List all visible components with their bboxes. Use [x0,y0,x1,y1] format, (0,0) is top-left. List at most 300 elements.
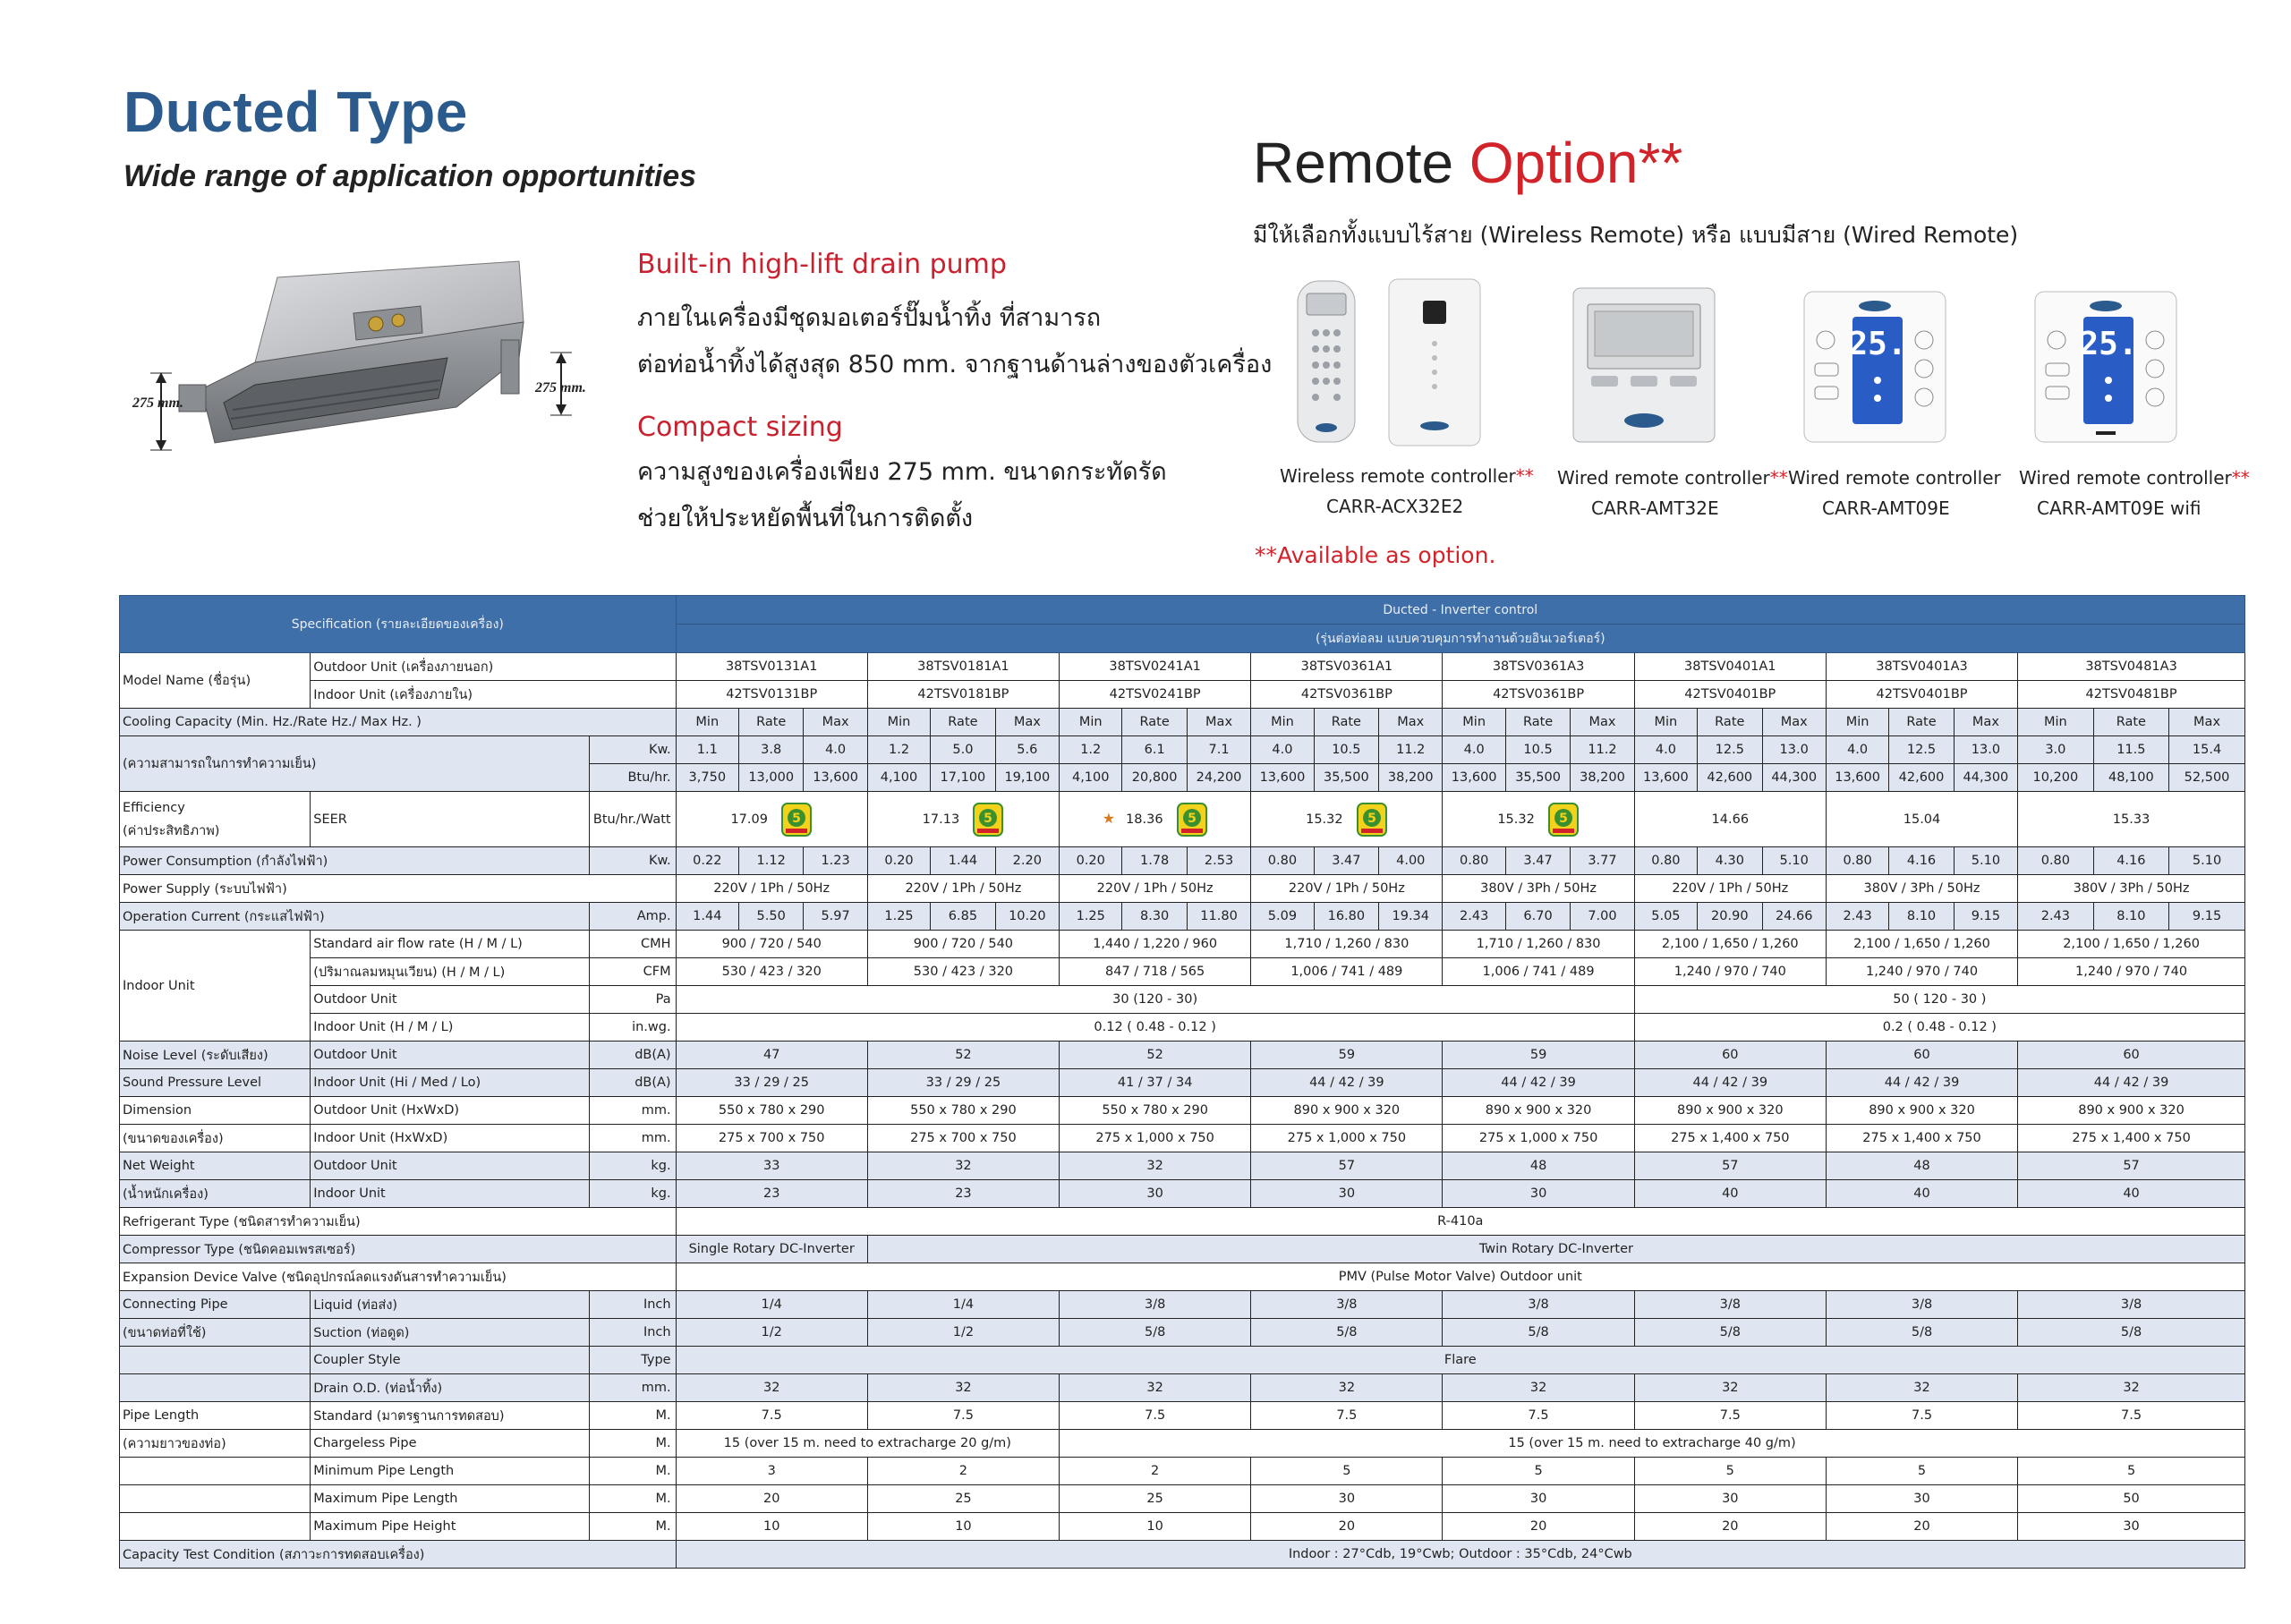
table-cell: 5 [1251,1458,1443,1485]
table-cell: 32 [867,1374,1059,1402]
table-row [120,709,2245,736]
table-cell: 38TSV0361A3 [1443,653,1634,681]
table-cell: 1,240 / 970 / 740 [1634,958,1826,986]
table-cell: 4.0 [1826,736,1888,764]
table-cell: 530 / 423 / 320 [867,958,1059,986]
table-cell: Capacity Test Condition (สภาวะการทดสอบเครื่อง) [120,1541,677,1569]
table-cell: ★ 18.36 5 [1060,792,1251,847]
table-cell: 530 / 423 / 320 [676,958,867,986]
group-header-cell: Ducted - Inverter control [676,596,2244,625]
table-cell: 15.32 5 [1443,792,1634,847]
feature-line: ภายในเครื่องมีชุดมอเตอร์ปั๊มน้ำทิ้ง ที่สามารถ [637,304,1102,332]
remote-option-subtitle: มีให้เลือกทั้งแบบไร้สาย (Wireless Remote) หรือ แบบมีสาย (Wired Remote) [1253,222,2019,248]
table-cell: 7.5 [676,1402,867,1430]
table-cell: 890 x 900 x 320 [1443,1097,1634,1125]
table-cell: 220V / 1Ph / 50Hz [676,875,867,903]
table-cell: 11.2 [1379,736,1443,764]
table-cell [120,1347,311,1374]
table-cell: 20,800 [1122,764,1187,792]
table-row [120,1485,2245,1513]
remote-wired-amt09e-wifi-image [2030,268,2182,451]
table-cell: 32 [1251,1374,1443,1402]
table-cell: Twin Rotary DC-Inverter [867,1236,2244,1263]
table-cell: 7.5 [1251,1402,1443,1430]
specification-table [119,595,2245,1569]
table-cell: Max [1762,709,1826,736]
table-cell: 7.5 [1634,1402,1826,1430]
table-cell: 7.5 [1826,1402,2017,1430]
table-cell: 48 [1826,1152,2017,1180]
table-cell: 220V / 1Ph / 50Hz [867,875,1059,903]
svg-text:5: 5 [984,811,993,826]
display-value: 25. [2079,326,2138,362]
table-cell: 38TSV0181A1 [867,653,1059,681]
table-cell: 57 [2018,1152,2245,1180]
table-cell: 38TSV0481A3 [2018,653,2245,681]
table-cell: 10.5 [1505,736,1570,764]
table-cell: M. [590,1402,677,1430]
table-cell: 12.5 [1889,736,1954,764]
feature-line: ความสูงของเครื่องเพียง 275 mm. ขนาดกระทัดรัด [637,458,1167,486]
table-cell: 42,600 [1698,764,1762,792]
table-cell: 9.15 [1954,903,2017,931]
svg-text:5: 5 [1558,811,1568,826]
table-cell: 275 x 1,000 x 750 [1443,1125,1634,1152]
table-cell: Indoor : 27°Cdb, 19°Cwb; Outdoor : 35°Cdb, 24°Cwb [676,1541,2244,1569]
table-cell [120,1374,311,1402]
table-cell: Pa [590,986,677,1014]
table-cell: 0.20 [867,847,930,875]
table-cell: 20 [1826,1513,2017,1541]
table-cell: Coupler Style [311,1347,590,1374]
table-cell: 30 [1251,1180,1443,1208]
table-cell: Flare [676,1347,2244,1374]
table-cell: 13.0 [1762,736,1826,764]
table-cell: Refrigerant Type (ชนิดสารทำความเย็น) [120,1208,677,1236]
table-row [120,1180,2245,1208]
table-cell: Minimum Pipe Length [311,1458,590,1485]
table-cell: Min [676,709,738,736]
table-cell: (ปริมาณลมหมุนเวียน) (H / M / L) [311,958,590,986]
table-cell: mm. [590,1097,677,1125]
table-cell [120,1458,311,1485]
wired-touch-remote-wifi-icon [2030,268,2182,447]
table-cell: 32 [867,1152,1059,1180]
table-cell: Noise Level (ระดับเสียง) [120,1042,311,1069]
table-cell: 42TSV0401BP [1634,681,1826,709]
table-cell: 38,200 [1571,764,1634,792]
table-cell: Suction (ท่อดูด) [311,1319,590,1347]
table-cell: 7.5 [1060,1402,1251,1430]
table-cell: 0.80 [1251,847,1314,875]
table-cell: 0.20 [1060,847,1122,875]
table-row [120,1236,2245,1263]
table-cell: 19.34 [1379,903,1443,931]
table-cell: 3/8 [1634,1291,1826,1319]
table-cell: 3 [676,1458,867,1485]
svg-text:5: 5 [1367,811,1376,826]
table-cell: 32 [2018,1374,2245,1402]
table-cell: 19,100 [995,764,1059,792]
display-value: 25. [1848,326,1907,362]
table-cell: 50 ( 120 - 30 ) [1634,986,2244,1014]
table-header-row [120,596,2245,625]
table-cell: 1.1 [676,736,738,764]
group-subheader-cell: (รุ่นต่อท่อลม แบบควบคุมการทำงานด้วยอินเวอร์เตอร์) [676,625,2244,653]
table-cell: 38TSV0241A1 [1060,653,1251,681]
table-cell: 900 / 720 / 540 [676,931,867,958]
table-cell: 13,000 [739,764,804,792]
table-row [120,681,2245,709]
table-cell: 15 (over 15 m. need to extracharge 40 g/m) [1060,1430,2245,1458]
table-cell: 44 / 42 / 39 [2018,1069,2245,1097]
table-cell: 25 [1060,1485,1251,1513]
table-cell: 13,600 [804,764,867,792]
table-cell: 44 / 42 / 39 [1251,1069,1443,1097]
table-cell: 50 [2018,1485,2245,1513]
table-cell: 7.5 [2018,1402,2245,1430]
table-cell: 30 [1826,1485,2017,1513]
table-cell: Expansion Device Valve (ชนิดอุปกรณ์ลดแรงดันสารทำความเย็น) [120,1263,677,1291]
table-cell: 44 / 42 / 39 [1826,1069,2017,1097]
table-cell: 1,006 / 741 / 489 [1251,958,1443,986]
table-cell: 5.05 [1634,903,1697,931]
table-cell: 13.0 [1954,736,2017,764]
table-cell: 30 (120 - 30) [676,986,1634,1014]
svg-text:5: 5 [1187,811,1197,826]
table-cell: 42TSV0481BP [2018,681,2245,709]
table-cell: 15.04 [1826,792,2017,847]
table-cell: 550 x 780 x 290 [867,1097,1059,1125]
table-row [120,1069,2245,1097]
table-row [120,1014,2245,1042]
table-cell: (น้ำหนักเครื่อง) [120,1180,311,1208]
table-row [120,1319,2245,1347]
table-cell: 38TSV0401A3 [1826,653,2017,681]
table-row [120,1152,2245,1180]
table-cell: Btu/hr./Watt [590,792,677,847]
table-cell: kg. [590,1152,677,1180]
table-row [120,1430,2245,1458]
remote-caption-3: Wired remote controller [1788,467,2001,489]
table-cell: Min [1251,709,1314,736]
energy-label-icon [972,802,1004,838]
table-cell: 10 [676,1513,867,1541]
table-cell: 1/4 [867,1291,1059,1319]
table-cell: 33 [676,1152,867,1180]
table-cell: 30 [1443,1485,1634,1513]
table-cell: 1.23 [804,847,867,875]
table-cell [120,1485,311,1513]
table-cell: 59 [1251,1042,1443,1069]
table-cell: 15.4 [2169,736,2245,764]
table-cell: 847 / 718 / 565 [1060,958,1251,986]
table-cell: 3.47 [1314,847,1378,875]
table-cell: 41 / 37 / 34 [1060,1069,1251,1097]
table-row [120,1042,2245,1069]
table-cell: 1/4 [676,1291,867,1319]
table-cell: 10 [1060,1513,1251,1541]
remote-caption-2: Wired remote controller** [1557,467,1788,489]
table-cell: Drain O.D. (ท่อน้ำทิ้ง) [311,1374,590,1402]
table-cell: in.wg. [590,1014,677,1042]
table-cell: 10.20 [995,903,1059,931]
table-cell: 5.10 [1762,847,1826,875]
table-cell: 5/8 [2018,1319,2245,1347]
remote-wired-amt32e-image [1568,268,1720,451]
table-row [120,847,2245,875]
table-cell: 5 [1826,1458,2017,1485]
table-cell: Max [1571,709,1634,736]
table-cell: 13,600 [1443,764,1505,792]
option-note: **Available as option. [1255,542,1496,568]
table-cell: Rate [1505,709,1570,736]
table-cell: Operation Current (กระแสไฟฟ้า) [120,903,590,931]
table-cell: 9.15 [2169,903,2245,931]
table-cell: 7.1 [1187,736,1250,764]
table-cell: (ขนาดของเครื่อง) [120,1125,311,1152]
table-cell: Efficiency (ค่าประสิทธิภาพ) [120,792,311,847]
table-cell: 40 [1634,1180,1826,1208]
table-cell: 1.25 [867,903,930,931]
table-row [120,1291,2245,1319]
feature-heading-drain-pump: Built-in high-lift drain pump [637,249,1007,280]
energy-label-icon [1356,802,1388,838]
table-cell: CFM [590,958,677,986]
table-cell: 20.90 [1698,903,1762,931]
table-cell: 550 x 780 x 290 [676,1097,867,1125]
table-row [120,986,2245,1014]
table-cell: 5 [1443,1458,1634,1485]
table-cell: 1,006 / 741 / 489 [1443,958,1634,986]
remote-model-1: CARR-ACX32E2 [1326,496,1464,517]
table-cell: Rate [1122,709,1187,736]
table-cell: 8.30 [1122,903,1187,931]
table-cell: 40 [1826,1180,2017,1208]
table-row [120,1513,2245,1541]
table-cell: 5/8 [1060,1319,1251,1347]
table-cell: mm. [590,1125,677,1152]
table-cell: 3/8 [1251,1291,1443,1319]
table-row [120,1402,2245,1430]
remote-model-4: CARR-AMT09E wifi [2037,497,2202,519]
table-cell: 2,100 / 1,650 / 1,260 [2018,931,2245,958]
table-cell: 275 x 1,000 x 750 [1251,1125,1443,1152]
table-row [120,1125,2245,1152]
table-cell: 48 [1443,1152,1634,1180]
remote-title-a: Remote [1253,131,1469,195]
table-cell: 220V / 1Ph / 50Hz [1251,875,1443,903]
table-cell: 380V / 3Ph / 50Hz [2018,875,2245,903]
table-cell: Max [1187,709,1250,736]
table-row [120,653,2245,681]
table-cell: 4.0 [804,736,867,764]
table-cell: 17.09 5 [676,792,867,847]
wired-remote-icon [1568,268,1720,447]
table-cell: 52 [867,1042,1059,1069]
table-cell: 5.50 [739,903,804,931]
table-cell: 16.80 [1314,903,1378,931]
table-cell: Outdoor Unit (เครื่องภายนอก) [311,653,676,681]
table-row [120,958,2245,986]
table-cell: 32 [1634,1374,1826,1402]
table-cell: 1.12 [739,847,804,875]
remote-model-3: CARR-AMT09E [1822,497,1950,519]
table-cell: 35,500 [1505,764,1570,792]
table-cell: 2 [1060,1458,1251,1485]
table-cell: 10 [867,1513,1059,1541]
table-cell: 4.16 [1889,847,1954,875]
table-cell: 30 [1251,1485,1443,1513]
remote-title-b: Option** [1469,131,1683,195]
table-cell: 275 x 700 x 750 [867,1125,1059,1152]
table-cell: 15.33 [2018,792,2245,847]
table-cell: 275 x 700 x 750 [676,1125,867,1152]
table-cell: Indoor Unit (HxWxD) [311,1125,590,1152]
table-cell: Indoor Unit (H / M / L) [311,1014,590,1042]
table-cell: M. [590,1513,677,1541]
table-cell: 44,300 [1762,764,1826,792]
table-cell: 52,500 [2169,764,2245,792]
table-cell: 14.66 [1634,792,1826,847]
table-cell: Outdoor Unit (HxWxD) [311,1097,590,1125]
table-cell: Rate [931,709,995,736]
table-cell: 4,100 [867,764,930,792]
table-cell: Net Weight [120,1152,311,1180]
table-cell: 15.32 5 [1251,792,1443,847]
table-cell: 4.00 [1379,847,1443,875]
table-cell: PMV (Pulse Motor Valve) Outdoor unit [676,1263,2244,1291]
table-cell: 13,600 [1634,764,1697,792]
table-cell: Rate [1698,709,1762,736]
table-cell: 30 [2018,1513,2245,1541]
table-cell: 20 [1251,1513,1443,1541]
table-cell: 5/8 [1634,1319,1826,1347]
table-cell: 2.20 [995,847,1059,875]
table-cell: 20 [676,1485,867,1513]
table-cell: 44,300 [1954,764,2017,792]
table-cell: 275 x 1,400 x 750 [1634,1125,1826,1152]
table-cell: 57 [1251,1152,1443,1180]
table-cell: Kw. [590,736,677,764]
table-cell: Indoor Unit (Hi / Med / Lo) [311,1069,590,1097]
table-cell: 32 [1826,1374,2017,1402]
remote-wired-amt09e-image [1799,268,1951,451]
table-cell: 5.10 [1954,847,2017,875]
table-row [120,1208,2245,1236]
table-cell: 60 [2018,1042,2245,1069]
table-cell: 900 / 720 / 540 [867,931,1059,958]
table-cell: 5/8 [1251,1319,1443,1347]
table-cell: Maximum Pipe Height [311,1513,590,1541]
table-cell: 10.5 [1314,736,1378,764]
table-cell: 42,600 [1889,764,1954,792]
table-row [120,1263,2245,1291]
table-cell: 57 [1634,1152,1826,1180]
table-cell: 1,240 / 970 / 740 [2018,958,2245,986]
table-cell: 1.44 [931,847,995,875]
table-cell: 42TSV0361BP [1251,681,1443,709]
table-cell: 5/8 [1443,1319,1634,1347]
table-cell: 42TSV0361BP [1443,681,1634,709]
table-cell: Pipe Length [120,1402,311,1430]
table-cell: 4.16 [2093,847,2168,875]
table-cell: Rate [1314,709,1378,736]
left-dimension-label: 275 mm. [132,395,183,411]
table-cell: 5.6 [995,736,1059,764]
table-cell: 8.10 [2093,903,2168,931]
table-cell: M. [590,1430,677,1458]
table-cell: 1.25 [1060,903,1122,931]
table-cell: 11.2 [1571,736,1634,764]
table-row [120,1541,2245,1569]
table-cell: 40 [2018,1180,2245,1208]
table-cell: Max [1379,709,1443,736]
table-cell: 44 / 42 / 39 [1634,1069,1826,1097]
feature-text-drain-pump [637,295,1272,388]
table-cell: 32 [1443,1374,1634,1402]
table-cell: 3.47 [1505,847,1570,875]
table-cell: 32 [1060,1374,1251,1402]
table-cell: 1,240 / 970 / 740 [1826,958,2017,986]
table-cell: Indoor Unit [120,931,311,1042]
table-cell: 30 [1443,1180,1634,1208]
remote-wireless-image [1289,268,1503,451]
svg-text:5: 5 [792,811,801,826]
table-cell: Outdoor Unit [311,986,590,1014]
table-cell: 4.30 [1698,847,1762,875]
table-cell: 0.80 [2018,847,2093,875]
table-cell: 17,100 [931,764,995,792]
table-cell: Inch [590,1291,677,1319]
table-cell: 60 [1826,1042,2017,1069]
table-cell: Max [2169,709,2245,736]
table-cell: (ความสามารถในการทำความเย็น) [120,736,590,792]
table-row [120,792,2245,847]
table-cell: 890 x 900 x 320 [1634,1097,1826,1125]
table-cell: 380V / 3Ph / 50Hz [1826,875,2017,903]
table-cell: 1.2 [1060,736,1122,764]
table-cell: Dimension [120,1097,311,1125]
table-cell: 380V / 3Ph / 50Hz [1443,875,1634,903]
table-cell: 38TSV0401A1 [1634,653,1826,681]
table-row [120,1458,2245,1485]
page-title: Ducted Type [123,80,468,144]
table-cell: 32 [1060,1152,1251,1180]
table-cell: 33 / 29 / 25 [867,1069,1059,1097]
table-cell: Inch [590,1319,677,1347]
table-cell: 24,200 [1187,764,1250,792]
table-cell: 42TSV0241BP [1060,681,1251,709]
table-cell: 23 [867,1180,1059,1208]
table-cell: dB(A) [590,1042,677,1069]
table-cell: 17.13 5 [867,792,1059,847]
table-cell: 3.8 [739,736,804,764]
ducted-unit-image [125,251,626,456]
table-cell: Chargeless Pipe [311,1430,590,1458]
table-cell: 52 [1060,1042,1251,1069]
table-cell: M. [590,1485,677,1513]
table-cell: Connecting Pipe [120,1291,311,1319]
table-cell: 42TSV0181BP [867,681,1059,709]
table-cell: Min [2018,709,2093,736]
energy-label-icon [1176,802,1208,838]
table-cell: 0.80 [1826,847,1888,875]
table-cell: 5/8 [1826,1319,2017,1347]
table-row [120,736,2245,764]
table-cell: (ความยาวของท่อ) [120,1430,311,1458]
table-cell: 11.80 [1187,903,1250,931]
